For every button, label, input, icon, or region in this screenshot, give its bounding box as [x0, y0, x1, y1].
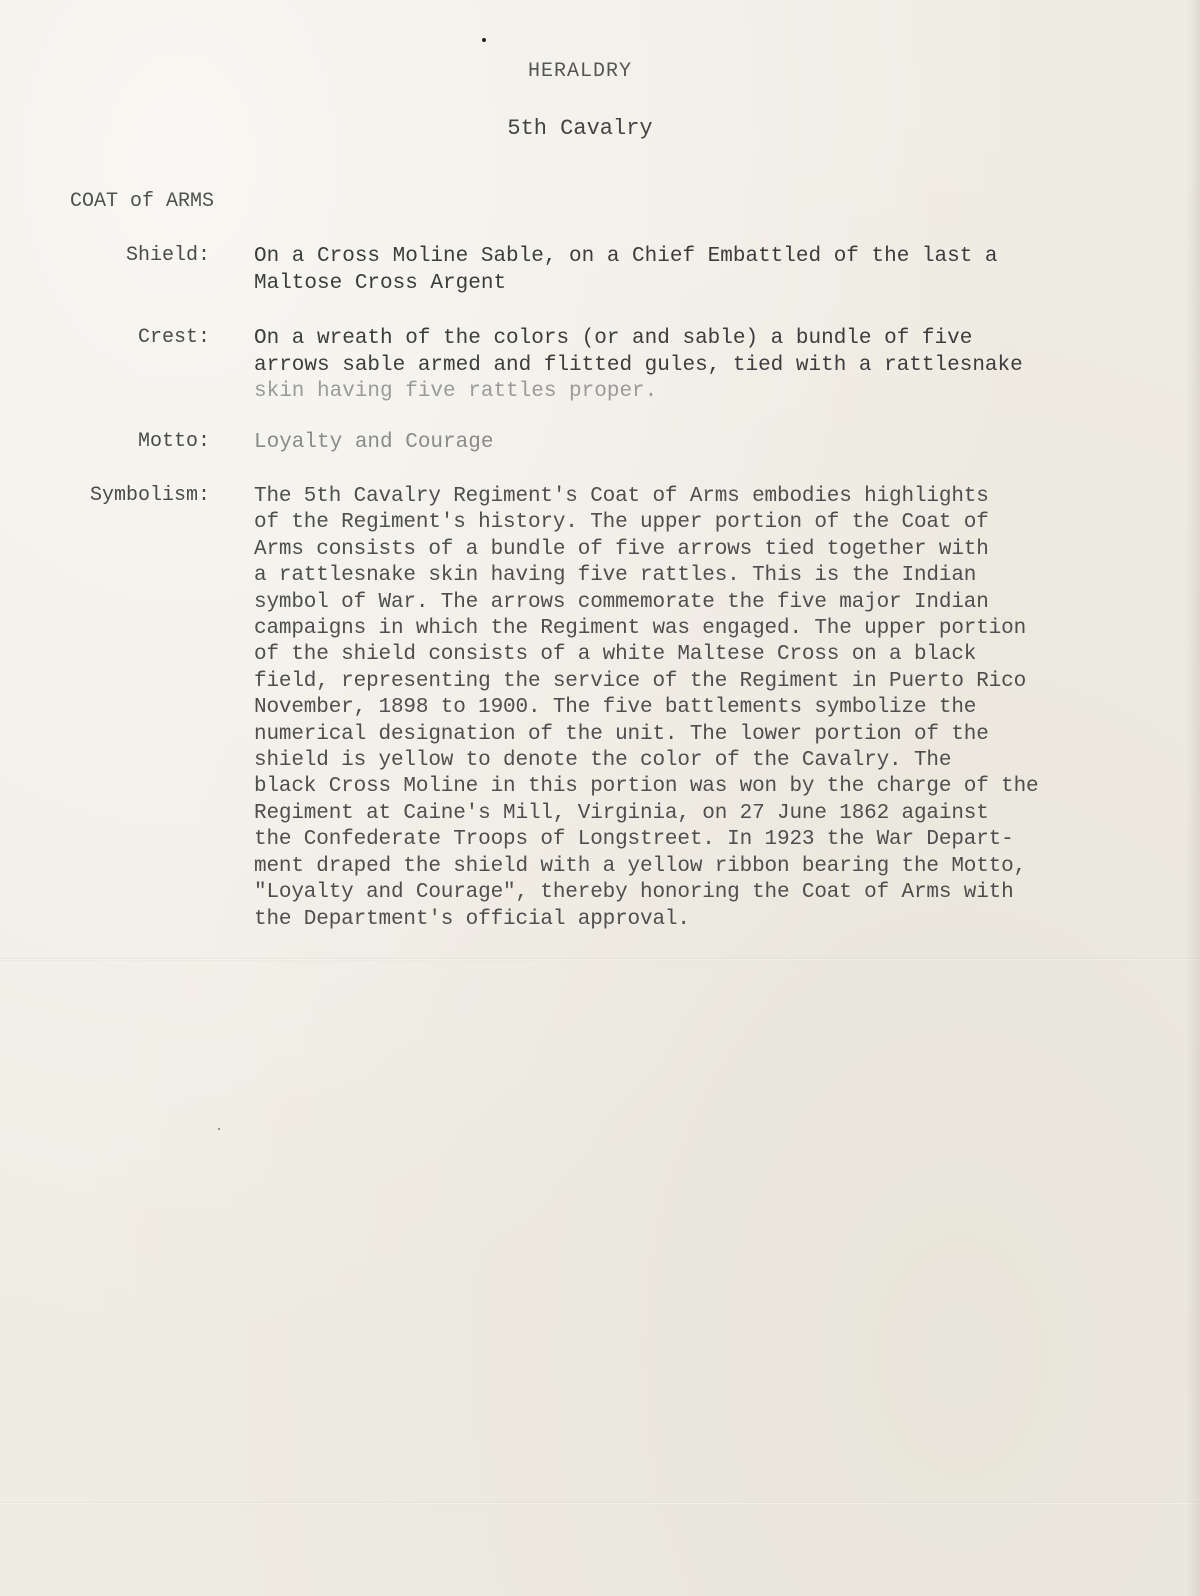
text-line: skin having five rattles proper. [254, 380, 658, 403]
paper-edge-shadow [1186, 0, 1200, 1596]
text-line: symbol of War. The arrows commemorate the five major Indian [254, 590, 989, 614]
text-line: field, representing the service of the Regiment in Puerto Rico [254, 669, 1027, 693]
text-line: a rattlesnake skin having five rattles. This is the Indian [254, 564, 977, 588]
entry-label-crest: Crest: [137, 326, 210, 349]
text-line: "Loyalty and Courage", thereby honoring the Coat of Arms with [254, 881, 1014, 905]
document-subtitle: 5th Cavalry [507, 116, 653, 141]
text-line: ment draped the shield with a yellow ribbon bearing the Motto, [254, 854, 1027, 878]
text-line: arrows sable armed and flitted gules, tied with a rattlesnake [254, 353, 1023, 377]
paper-fold-lower [0, 1502, 1200, 1505]
text-line: black Cross Moline in this portion was won by the charge of the [254, 775, 1039, 799]
entry-text-crest [254, 326, 1104, 406]
paper-fold-upper [0, 958, 1200, 961]
entry-text-shield [254, 244, 1104, 297]
text-line: of the Regiment's history. The upper portion of the Coat of [254, 511, 989, 535]
entry-label-shield: Shield: [125, 244, 210, 267]
section-heading: COAT of ARMS [70, 190, 215, 213]
text-line: Maltose Cross Argent [254, 271, 507, 295]
text-line: numerical designation of the unit. The lower portion of the [254, 722, 989, 746]
entry-label-motto: Motto: [137, 430, 210, 453]
text-line: November, 1898 to 1900. The five battlements symbolize the [254, 696, 977, 720]
text-line: Regiment at Caine's Mill, Virginia, on 27 June 1862 against [254, 801, 989, 825]
text-line: the Confederate Troops of Longstreet. In 1923 the War Depart- [254, 828, 1014, 852]
text-line: of the shield consists of a white Maltese Cross on a black [254, 643, 977, 667]
text-line: shield is yellow to denote the color of the Cavalry. The [254, 749, 952, 773]
text-line: The 5th Cavalry Regiment's Coat of Arms embodies highlights [254, 485, 989, 508]
ink-speck [482, 38, 486, 42]
text-line: Arms consists of a bundle of five arrows tied together with [254, 537, 989, 561]
text-line: Loyalty and Courage [254, 431, 494, 454]
entry-text-symbolism [254, 484, 1104, 933]
entry-text-motto [254, 430, 1104, 457]
text-line: the Department's official approval. [254, 907, 690, 931]
entry-label-symbolism: Symbolism: [89, 484, 210, 507]
ink-speck [218, 1128, 220, 1130]
text-line: On a wreath of the colors (or and sable) a bundle of five [254, 327, 973, 350]
document-title: HERALDRY [527, 60, 632, 83]
text-line: On a Cross Moline Sable, on a Chief Embattled of the last a [254, 245, 998, 268]
text-line: campaigns in which the Regiment was engaged. The upper portion [254, 617, 1027, 641]
